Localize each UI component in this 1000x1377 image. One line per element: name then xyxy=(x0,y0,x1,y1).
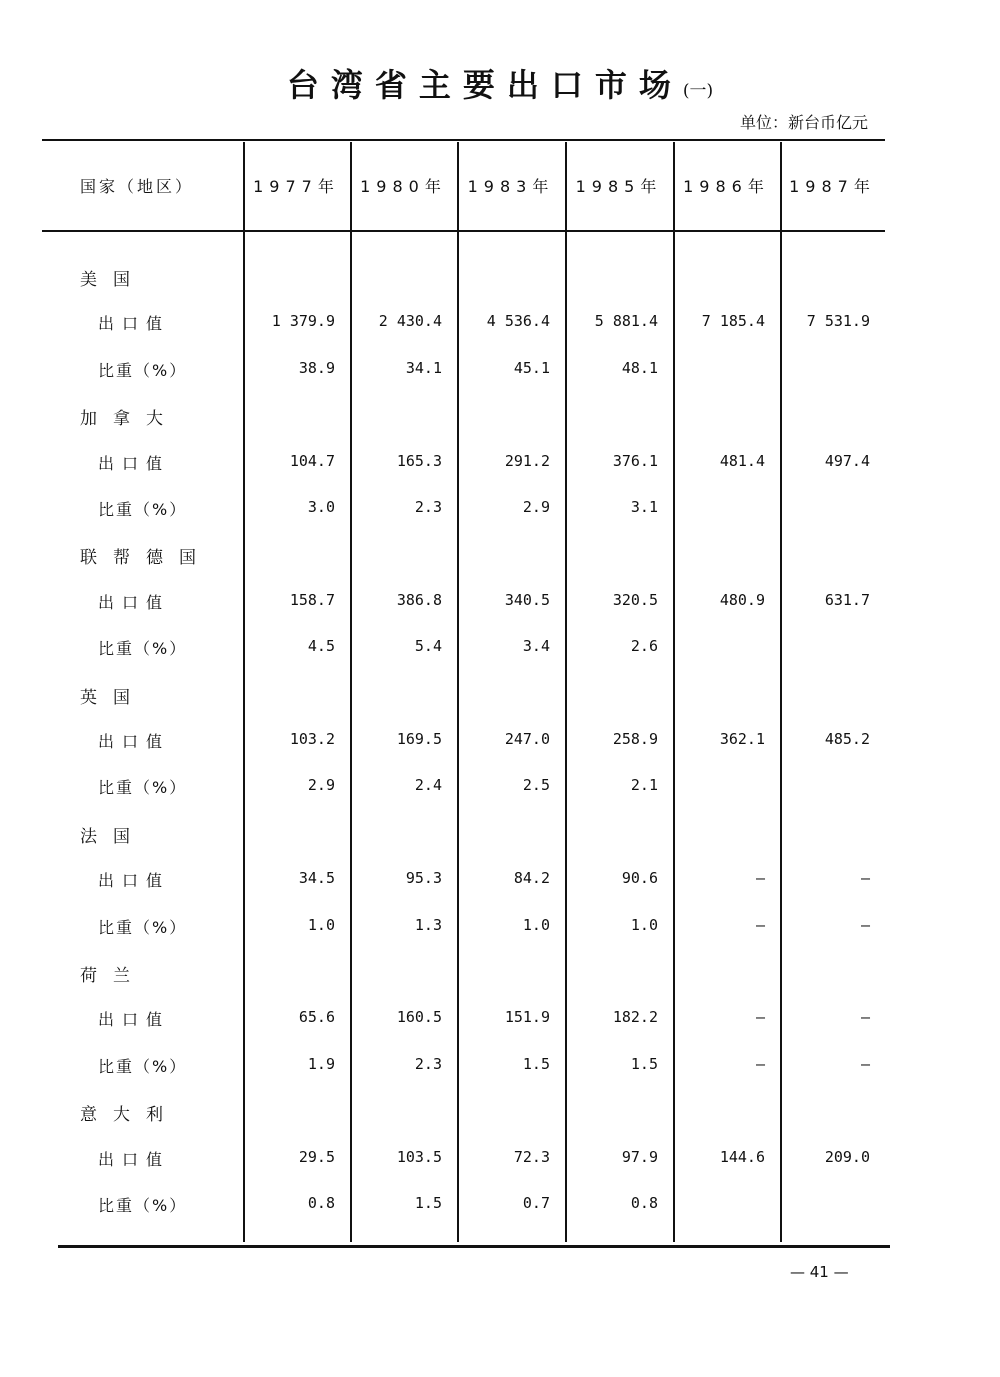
country-name: 联帮德国 xyxy=(80,548,212,569)
export-value: 72.3 xyxy=(513,1147,550,1166)
value-row-label: 出口值 xyxy=(98,453,171,473)
export-value: 497.4 xyxy=(824,451,870,470)
export-value: 291.2 xyxy=(504,451,550,470)
export-share: 1.5 xyxy=(630,1054,658,1073)
title-text: 台湾省主要出口市场 xyxy=(286,66,683,104)
country-name: 加拿大 xyxy=(80,409,179,430)
export-value: 144.6 xyxy=(719,1147,765,1166)
value-row-label: 出口值 xyxy=(98,314,171,334)
export-value: 65.6 xyxy=(298,1008,335,1027)
unit-label: 单位：新台币亿元 xyxy=(739,113,868,132)
share-row-label: 比重（%） xyxy=(98,917,188,937)
value-row-label: 出口值 xyxy=(98,1010,171,1030)
column-rule xyxy=(673,142,675,1242)
value-row-label: 出口值 xyxy=(98,871,171,891)
export-value: 481.4 xyxy=(719,451,765,470)
export-value: 158.7 xyxy=(289,590,335,609)
export-value: 340.5 xyxy=(504,590,550,609)
header-year: 1985年 xyxy=(575,176,663,196)
export-value: 104.7 xyxy=(289,451,335,470)
export-value: 4 536.4 xyxy=(486,312,550,331)
value-row-label: 出口值 xyxy=(98,1149,171,1169)
share-row-label: 比重（%） xyxy=(98,500,188,519)
export-share: 1.0 xyxy=(522,915,550,934)
column-rule xyxy=(350,142,352,1242)
header-bottom-rule xyxy=(42,230,885,232)
export-value: 247.0 xyxy=(504,730,550,748)
country-name: 英国 xyxy=(80,687,146,708)
export-value: — xyxy=(860,1008,870,1027)
country-name: 法国 xyxy=(80,826,146,847)
export-share: 0.7 xyxy=(522,1194,550,1212)
export-share: 0.8 xyxy=(307,1194,335,1212)
export-share: 5.4 xyxy=(414,637,442,656)
export-share: 2.9 xyxy=(307,776,335,795)
export-value: 209.0 xyxy=(824,1147,870,1166)
export-value: 151.9 xyxy=(504,1008,550,1027)
page-title xyxy=(0,60,1000,106)
export-share: — xyxy=(755,1054,765,1073)
export-value: 258.9 xyxy=(612,730,658,748)
export-share: 2.3 xyxy=(414,1054,442,1073)
export-value: 1 379.9 xyxy=(271,312,335,331)
export-value: — xyxy=(755,869,765,888)
export-value: 90.6 xyxy=(621,869,658,888)
export-value: 34.5 xyxy=(298,869,335,888)
export-value: 7 531.9 xyxy=(806,312,870,331)
export-share: 1.3 xyxy=(414,915,442,934)
export-value: 103.2 xyxy=(289,730,335,748)
export-share: 2.4 xyxy=(414,776,442,795)
column-rule xyxy=(457,142,459,1242)
page-number: — 41 — xyxy=(790,1263,849,1281)
value-row-label: 出口值 xyxy=(98,592,171,612)
title-suffix: (一) xyxy=(682,81,714,101)
table-bottom-rule xyxy=(58,1245,890,1248)
export-share: 2.3 xyxy=(414,498,442,516)
column-rule xyxy=(780,142,782,1242)
export-value: 631.7 xyxy=(824,590,870,609)
export-share: 2.9 xyxy=(522,498,550,516)
export-share: 4.5 xyxy=(307,637,335,656)
export-value: 97.9 xyxy=(621,1147,658,1166)
export-share: 48.1 xyxy=(621,358,658,377)
country-name: 意大利 xyxy=(80,1105,179,1126)
export-share: 1.9 xyxy=(307,1054,335,1073)
export-value: 182.2 xyxy=(612,1008,658,1027)
export-value: 320.5 xyxy=(612,590,658,609)
export-share: 3.4 xyxy=(522,637,550,656)
header-year: 1986年 xyxy=(683,176,770,196)
export-share: 1.0 xyxy=(630,915,658,934)
export-share: 45.1 xyxy=(513,358,550,377)
export-value: 386.8 xyxy=(396,590,442,609)
export-value: — xyxy=(755,1008,765,1027)
export-value: 160.5 xyxy=(396,1008,442,1027)
export-share: 0.8 xyxy=(630,1194,658,1212)
export-share: 2.5 xyxy=(522,776,550,795)
share-row-label: 比重（%） xyxy=(98,360,188,380)
header-country: 国家（地区） xyxy=(80,176,195,196)
export-share: 34.1 xyxy=(405,358,442,377)
column-rule xyxy=(243,142,245,1242)
export-value: 480.9 xyxy=(719,590,765,609)
export-share: 1.0 xyxy=(307,915,335,934)
export-value: — xyxy=(860,869,870,888)
export-value: 362.1 xyxy=(719,730,765,748)
export-value: 2 430.4 xyxy=(378,312,442,331)
export-value: 165.3 xyxy=(396,451,442,470)
export-value: 103.5 xyxy=(396,1147,442,1166)
value-row-label: 出口值 xyxy=(98,732,171,751)
export-value: 95.3 xyxy=(405,869,442,888)
header-year: 1987年 xyxy=(789,176,876,196)
header-year: 1983年 xyxy=(467,176,555,196)
export-share: 1.5 xyxy=(522,1054,550,1073)
export-value: 7 185.4 xyxy=(701,312,765,331)
export-value: 84.2 xyxy=(513,869,550,888)
country-name: 荷兰 xyxy=(80,966,146,986)
export-value: 169.5 xyxy=(396,730,442,748)
share-row-label: 比重（%） xyxy=(98,1056,188,1076)
header-year: 1980年 xyxy=(360,176,447,196)
export-share: — xyxy=(860,1054,870,1073)
share-row-label: 比重（%） xyxy=(98,639,188,659)
export-value: 376.1 xyxy=(612,451,658,470)
column-rule xyxy=(565,142,567,1242)
export-share: 3.0 xyxy=(307,498,335,516)
export-share: 3.1 xyxy=(630,498,658,516)
export-share: 1.5 xyxy=(414,1194,442,1212)
header-year: 1977年 xyxy=(253,176,340,196)
export-value: 5 881.4 xyxy=(594,312,658,331)
export-share: — xyxy=(860,915,870,934)
share-row-label: 比重（%） xyxy=(98,1196,188,1215)
export-share: — xyxy=(755,915,765,934)
export-share: 38.9 xyxy=(298,358,335,377)
export-value: 485.2 xyxy=(824,730,870,748)
export-value: 29.5 xyxy=(298,1147,335,1166)
country-name: 美国 xyxy=(80,270,146,290)
export-share: 2.1 xyxy=(630,776,658,795)
share-row-label: 比重（%） xyxy=(98,778,188,798)
export-share: 2.6 xyxy=(630,637,658,656)
